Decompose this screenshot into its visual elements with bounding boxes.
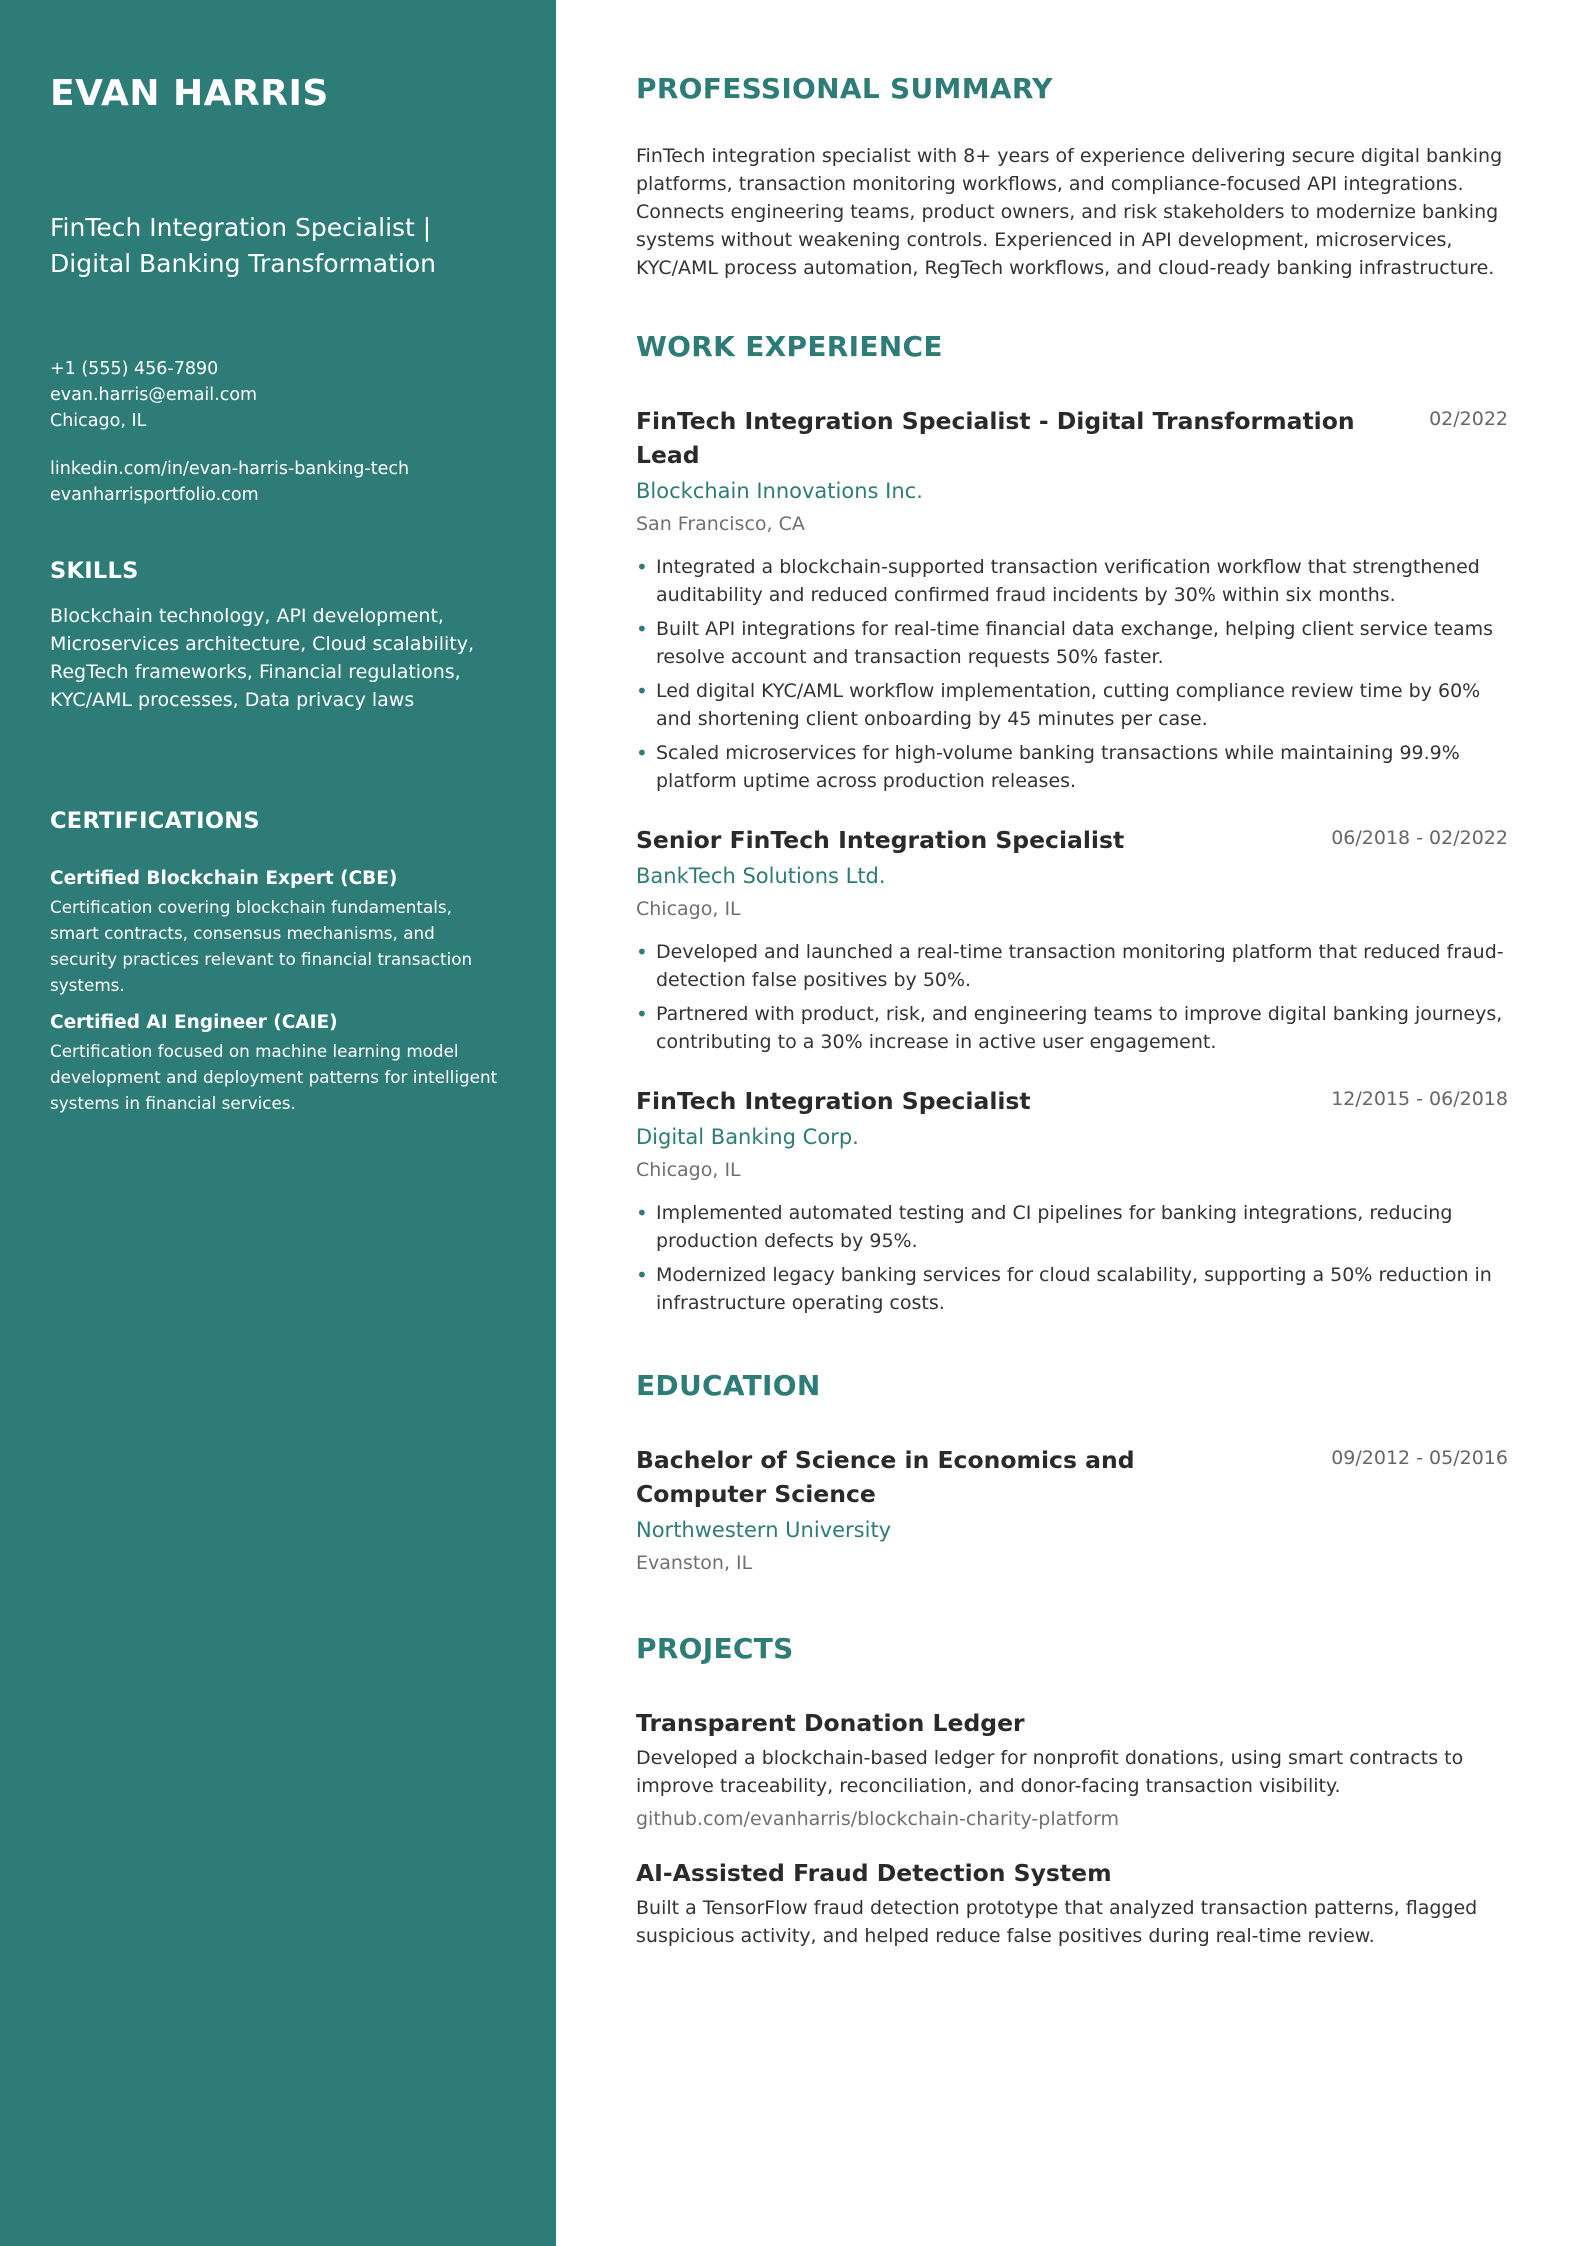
job-location: San Francisco, CA xyxy=(636,513,805,535)
certification-description: Certification focused on machine learning model development and deployment patterns for intelligent systems in financial services. xyxy=(50,1041,498,1113)
certifications-list xyxy=(50,866,506,1116)
job-entry xyxy=(636,404,1508,795)
bullet-item: • Integrated a blockchain-supported transaction verification workflow that strengthened auditability and reduced confirmed fraud incidents by 30% within six months. xyxy=(636,553,1508,609)
project-description: Built a TensorFlow fraud detection prototype that analyzed transaction patterns, flagged suspicious activity, and helped reduce false positives during real-time review. xyxy=(636,1897,1478,1947)
project-link[interactable]: github.com/evanharris/blockchain-charity-platform xyxy=(636,1808,1120,1830)
portfolio-link[interactable]: evanharrisportfolio.com xyxy=(50,485,259,505)
email-address[interactable]: evan.harris@email.com xyxy=(50,385,258,405)
bullet-item: • Implemented automated testing and CI pipelines for banking integrations, reducing production defects by 95%. xyxy=(636,1199,1508,1255)
job-date: 02/2022 xyxy=(1429,408,1508,430)
home-location: Chicago, IL xyxy=(50,411,147,431)
job-date: 12/2015 - 06/2018 xyxy=(1331,1088,1508,1110)
job-date: 06/2018 - 02/2022 xyxy=(1331,827,1508,849)
job-location: Chicago, IL xyxy=(636,898,741,920)
job-title: FinTech Integration Specialist - Digital Transformation Lead xyxy=(636,407,1355,469)
school-location: Evanston, IL xyxy=(636,1552,753,1574)
school-name: Northwestern University xyxy=(636,1518,892,1542)
job-company: Blockchain Innovations Inc. xyxy=(636,479,923,503)
project-entry xyxy=(636,1856,1508,1950)
certification-title: Certified Blockchain Expert (CBE) xyxy=(50,868,398,889)
education-entry xyxy=(636,1443,1508,1578)
certification-item xyxy=(50,866,506,998)
bullet-item: • Scaled microservices for high-volume banking transactions while maintaining 99.9% platform uptime across production releases. xyxy=(636,739,1508,795)
bullet-item: • Partnered with product, risk, and engineering teams to improve digital banking journeys, contributing to a 30% increase in active user engagement. xyxy=(636,1000,1508,1056)
main-content xyxy=(636,0,1508,1950)
job-entry xyxy=(636,823,1508,1056)
candidate-name: EVAN HARRIS xyxy=(50,73,329,114)
summary-text: FinTech integration specialist with 8+ years of experience delivering secure digital banking platforms, transaction monitoring workflows, and compliance-focused API integrations. Connects engineering teams, product owners, and risk stakeholders to modernize banking systems without weakening controls. Experienced in API development, microservices, KYC/AML process automation, RegTech workflows, and cloud-ready banking infrastructure. xyxy=(636,145,1503,279)
profile-links xyxy=(50,456,506,508)
candidate-headline: FinTech Integration Specialist | Digital Banking Transformation xyxy=(50,213,436,278)
job-title: FinTech Integration Specialist xyxy=(636,1087,1031,1115)
skills-list: Blockchain technology, API development, Microservices architecture, Cloud scalability, RegTech frameworks, Financial regulations, KYC/AML processes, Data privacy laws xyxy=(50,605,475,711)
job-bullets xyxy=(636,938,1508,1056)
job-title: Senior FinTech Integration Specialist xyxy=(636,826,1125,854)
job-location: Chicago, IL xyxy=(636,1159,741,1181)
degree-title: Bachelor of Science in Economics and Computer Science xyxy=(636,1446,1135,1508)
project-title: AI-Assisted Fraud Detection System xyxy=(636,1859,1112,1887)
bullet-item: • Modernized legacy banking services for cloud scalability, supporting a 50% reduction in infrastructure operating costs. xyxy=(636,1261,1508,1317)
certifications-heading: CERTIFICATIONS xyxy=(50,808,260,834)
sidebar xyxy=(0,0,556,2246)
contact-block xyxy=(50,356,506,434)
certification-title: Certified AI Engineer (CAIE) xyxy=(50,1012,338,1033)
education-heading: EDUCATION xyxy=(636,1369,821,1402)
linkedin-link[interactable]: linkedin.com/in/evan-harris-banking-tech xyxy=(50,459,410,479)
bullet-item: • Led digital KYC/AML workflow implementation, cutting compliance review time by 60% and shortening client onboarding by 45 minutes per case. xyxy=(636,677,1508,733)
certification-item xyxy=(50,1010,506,1116)
bullet-item: • Built API integrations for real-time financial data exchange, helping client service teams resolve account and transaction requests 50% faster. xyxy=(636,615,1508,671)
job-company: BankTech Solutions Ltd. xyxy=(636,864,886,888)
phone-number: +1 (555) 456-7890 xyxy=(50,359,219,379)
job-bullets xyxy=(636,553,1508,795)
projects-heading: PROJECTS xyxy=(636,1632,794,1665)
bullet-item: • Developed and launched a real-time transaction monitoring platform that reduced fraud-detection false positives by 50%. xyxy=(636,938,1508,994)
certification-description: Certification covering blockchain fundamentals, smart contracts, consensus mechanisms, and security practices relevant to financial transaction systems. xyxy=(50,897,473,995)
job-bullets xyxy=(636,1199,1508,1317)
skills-heading: SKILLS xyxy=(50,558,139,584)
job-entry xyxy=(636,1084,1508,1317)
job-company: Digital Banking Corp. xyxy=(636,1125,859,1149)
project-description: Developed a blockchain-based ledger for nonprofit donations, using smart contracts to improve traceability, reconciliation, and donor-facing transaction visibility. xyxy=(636,1747,1464,1797)
project-title: Transparent Donation Ledger xyxy=(636,1709,1025,1737)
experience-heading: WORK EXPERIENCE xyxy=(636,330,943,363)
education-date: 09/2012 - 05/2016 xyxy=(1331,1447,1508,1469)
summary-heading: PROFESSIONAL SUMMARY xyxy=(636,72,1053,105)
project-entry xyxy=(636,1706,1508,1834)
